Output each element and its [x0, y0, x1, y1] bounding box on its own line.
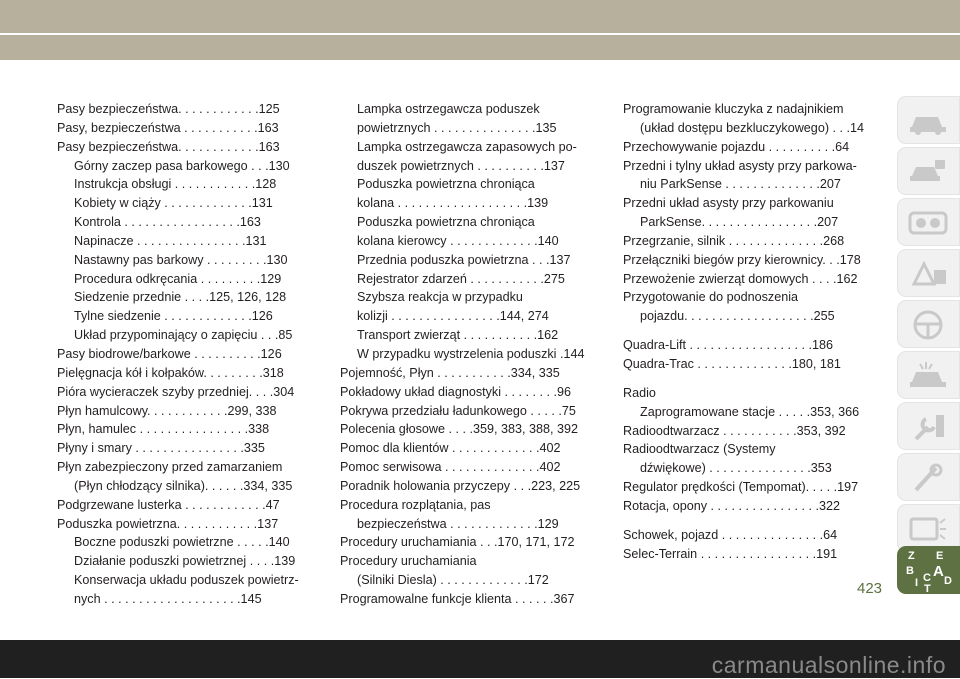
index-entry: Procedura rozplątania, pas	[340, 497, 491, 512]
index-entry: Przewożenie zwierząt domowych . . . .162	[623, 271, 858, 286]
index-entry: niu ParkSense . . . . . . . . . . . . . .207	[640, 177, 841, 192]
index-entry: bezpieczeństwa . . . . . . . . . . . . .129	[357, 516, 559, 531]
index-entry: Płyn zabezpieczony przed zamarzaniem	[57, 460, 283, 475]
index-entry: Transport zwierząt . . . . . . . . . . .162	[357, 328, 559, 343]
index-entry: kolizji . . . . . . . . . . . . . . . .144, 274	[357, 309, 549, 324]
tab-service[interactable]	[897, 402, 960, 450]
index-entry: Schowek, pojazd . . . . . . . . . . . . . . .64	[623, 527, 838, 542]
index-entry: kolana kierowcy . . . . . . . . . . . . .140	[357, 233, 559, 248]
tab-steering[interactable]	[897, 300, 960, 348]
index-entry: (Płyn chłodzący silnika). . . . . .334, 335	[74, 478, 293, 493]
index-entry: Pasy bezpieczeństwa. . . . . . . . . . . .163	[57, 139, 280, 154]
index-entry: nych . . . . . . . . . . . . . . . . . . . .145	[74, 591, 262, 606]
index-entry: Pasy, bezpieczeństwa . . . . . . . . . . .163	[57, 120, 279, 135]
index-entry: Poduszka powietrzna chroniąca	[357, 215, 535, 230]
index-letters-icon: Z E B A I C D T	[906, 550, 952, 595]
index-entry: pojazdu. . . . . . . . . . . . . . . . . . .255	[640, 309, 835, 324]
index-entry: dźwiękowe) . . . . . . . . . . . . . . .353	[640, 461, 832, 476]
index-entry: Kobiety w ciąży . . . . . . . . . . . . .131	[74, 196, 273, 211]
index-entry: Działanie poduszki powietrznej . . . .139	[74, 554, 296, 569]
index-entry: Podgrzewane lusterka . . . . . . . . . . . .47	[57, 497, 280, 512]
index-entry: Konserwacja układu poduszek powietrz-	[74, 573, 299, 588]
index-entry: Programowanie kluczyka z nadajnikiem	[623, 102, 844, 116]
index-entry: Poduszka powietrzna. . . . . . . . . . . .137	[57, 516, 279, 531]
index-entry: Procedura odkręcania . . . . . . . . .129	[74, 271, 282, 286]
tab-car-lock[interactable]	[897, 147, 960, 195]
tab-multimedia[interactable]	[897, 504, 960, 552]
index-entry: Przechowywanie pojazdu . . . . . . . . . .64	[623, 139, 850, 154]
index-entry: (Silniki Diesla) . . . . . . . . . . . . .172	[357, 573, 549, 588]
index-entry: Tylne siedzenie . . . . . . . . . . . . .126	[74, 309, 273, 324]
index-entry: Przygotowanie do podnoszenia	[623, 290, 799, 305]
index-entry: powietrznych . . . . . . . . . . . . . . .135	[357, 120, 557, 135]
index-entry: Pasy bezpieczeństwa. . . . . . . . . . . .125	[57, 102, 280, 116]
index-entry: Pojemność, Płyn . . . . . . . . . . .334, 335	[340, 365, 560, 380]
multimedia-icon	[908, 513, 948, 545]
index-entry: (układ dostępu bezkluczykowego) . . .14	[640, 120, 865, 135]
top-header-band	[0, 0, 960, 60]
index-entry: kolana . . . . . . . . . . . . . . . . . . .139	[357, 196, 549, 211]
index-entry: Regulator prędkości (Tempomat). . . . .197	[623, 480, 859, 495]
index-entry: Radioodtwarzacz (Systemy	[623, 442, 776, 457]
index-entry: Procedury uruchamiania . . .170, 171, 172	[340, 535, 575, 550]
index-entry: Selec-Terrain . . . . . . . . . . . . . . . . .191	[623, 546, 838, 561]
tab-warning[interactable]	[897, 249, 960, 297]
index-entry: Kontrola . . . . . . . . . . . . . . . . .163	[74, 215, 261, 230]
index-entry: Płyn hamulcowy. . . . . . . . . . . .299, 338	[57, 403, 277, 418]
watermark-bar	[0, 640, 960, 678]
index-entry: Instrukcja obsługi . . . . . . . . . . . .128	[74, 177, 277, 192]
index-entry: Nastawny pas barkowy . . . . . . . . .130	[74, 252, 288, 267]
index-entry: duszek powietrznych . . . . . . . . . .137	[357, 158, 565, 173]
index-entry: Poduszka powietrzna chroniąca	[357, 177, 535, 192]
index-entry: Programowalne funkcje klienta . . . . . .367	[340, 591, 575, 606]
index-entry: Układ przypominający o zapięciu . . .85	[74, 328, 293, 343]
index-entry: Rotacja, opony . . . . . . . . . . . . . . . .322	[623, 498, 840, 513]
index-column-2	[340, 100, 604, 609]
section-gap	[623, 516, 888, 526]
index-entry: W przypadku wystrzelenia poduszki .144	[357, 346, 585, 361]
index-entry: ParkSense. . . . . . . . . . . . . . . . .207	[640, 215, 839, 230]
index-entry: Siedzenie przednie . . . .125, 126, 128	[74, 290, 287, 305]
index-entry: Płyny i smary . . . . . . . . . . . . . . . .335	[57, 441, 265, 456]
index-entry: Radioodtwarzacz . . . . . . . . . . .353, 392	[623, 423, 846, 438]
index-entry: Poradnik holowania przyczepy . . .223, 225	[340, 478, 581, 493]
tab-dashboard[interactable]	[897, 198, 960, 246]
tab-emergency[interactable]	[897, 351, 960, 399]
index-entry: Pokrywa przedziału ładunkowego . . . . .75	[340, 403, 576, 418]
index-entry: Przełączniki biegów przy kierownicy. . .178	[623, 252, 861, 267]
warning-triangle-icon	[908, 258, 948, 290]
section-gap	[623, 326, 888, 336]
index-entry: Płyn, hamulec . . . . . . . . . . . . . . . .338	[57, 422, 270, 437]
index-entry: Pomoc dla klientów . . . . . . . . . . . . .402	[340, 441, 561, 456]
index-entry: Pielęgnacja kół i kołpaków. . . . . . . . .318	[57, 365, 284, 380]
index-entry: Pomoc serwisowa . . . . . . . . . . . . . .402	[340, 460, 561, 475]
car-lock-icon	[908, 156, 948, 188]
index-entry: Procedury uruchamiania	[340, 554, 477, 569]
dashboard-gauge-icon	[908, 207, 948, 239]
index-entry: Boczne poduszki powietrzne . . . . .140	[74, 535, 290, 550]
index-entry: Pasy biodrowe/barkowe . . . . . . . . . .126	[57, 346, 282, 361]
index-entry: Lampka ostrzegawcza poduszek	[357, 102, 540, 116]
index-entry: Polecenia głosowe . . . .359, 383, 388, 392	[340, 422, 579, 437]
index-entry: Pokładowy układ diagnostyki . . . . . . . .96	[340, 384, 572, 399]
index-column-3	[623, 100, 888, 563]
car-emergency-icon	[908, 360, 948, 392]
index-entry: Zaprogramowane stacje . . . . .353, 366	[640, 404, 860, 419]
index-entry: Przegrzanie, silnik . . . . . . . . . . . . . .268	[623, 233, 845, 248]
index-entry: Rejestrator zdarzeń . . . . . . . . . . .275	[357, 271, 565, 286]
index-entry: Pióra wycieraczek szyby przedniej. . . .304	[57, 384, 295, 399]
tab-specifications[interactable]	[897, 453, 960, 501]
watermark-text: carmanualsonline.info	[711, 652, 946, 678]
index-entry: Przedni układ asysty przy parkowaniu	[623, 196, 834, 211]
index-column-1	[57, 100, 322, 609]
index-entry: Napinacze . . . . . . . . . . . . . . . .131	[74, 233, 267, 248]
wrench-service-icon	[908, 411, 948, 443]
tab-car-info[interactable]	[897, 96, 960, 144]
index-entry: Przedni i tylny układ asysty przy parkowa-	[623, 158, 857, 173]
steering-wheel-icon	[908, 309, 948, 341]
index-entry: Przednia poduszka powietrzna . . .137	[357, 252, 571, 267]
tab-index[interactable]	[897, 546, 960, 594]
header-rule	[0, 33, 960, 35]
page-number: 423	[857, 580, 883, 597]
spec-wrench-icon	[908, 462, 948, 494]
index-entry: Quadra-Trac . . . . . . . . . . . . . .180, 181	[623, 356, 841, 371]
index-entry: Radio	[623, 385, 656, 400]
index-entry: Lampka ostrzegawcza zapasowych po-	[357, 139, 577, 154]
car-info-icon	[908, 105, 948, 137]
index-entry: Quadra-Lift . . . . . . . . . . . . . . . . . .186	[623, 338, 833, 353]
index-entry: Szybsza reakcja w przypadku	[357, 290, 523, 305]
index-entry: Górny zaczep pasa barkowego . . .130	[74, 158, 290, 173]
section-gap	[623, 374, 888, 384]
